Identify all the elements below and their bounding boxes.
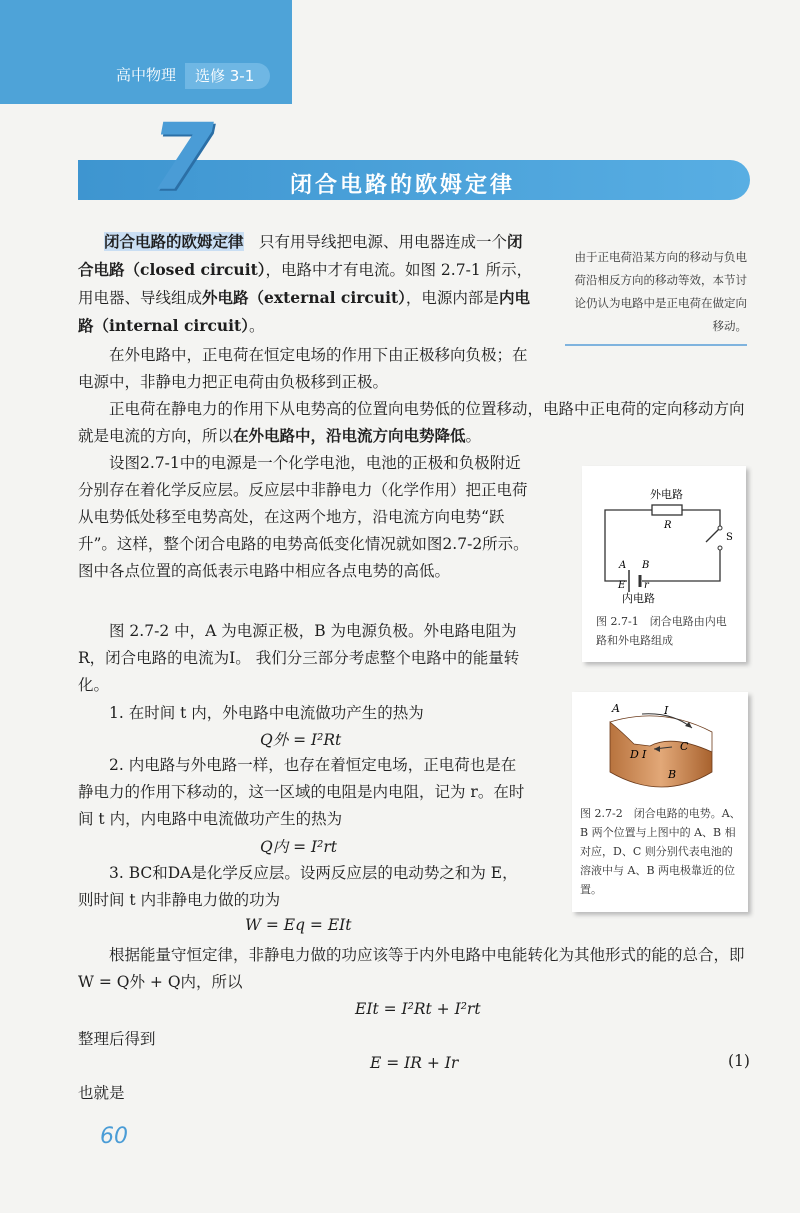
figure-2-7-2 [572, 692, 748, 912]
side-note: 由于正电荷沿某方向的移动与负电荷沿相反方向的移动等效，本节讨论仍认为电路中是正电荷在做定向移动。 [565, 244, 747, 346]
list-item-3: 3. BC和DA是化学反应层。设两反应层的电动势之和为 E，则时间 t 内非静电力做的功为 [78, 864, 518, 909]
potential-cylinder-diagram [572, 692, 748, 802]
svg-text:D: D [630, 748, 639, 761]
section-title: 闭合电路的欧姆定律 [290, 173, 516, 198]
paragraph-3: 正电荷在静电力的作用下从电势高的位置向电势低的位置移动，电路中正电荷的定向移动方向就是电流的方向，所以在外电路中，沿电流方向电势降低。 [78, 400, 745, 445]
svg-text:I: I [642, 748, 647, 761]
paragraph-6: 根据能量守恒定律，非静电力做的功应该等于内外电路中电能转化为其他形式的能的总合，即 W = Q外 + Q内，所以 [78, 946, 745, 991]
paragraph-8: 也就是 [78, 1084, 125, 1102]
svg-text:C: C [680, 740, 689, 753]
paragraph-7: 整理后得到 [78, 1030, 156, 1048]
list-item-1: 1. 在时间 t 内，外电路中电流做功产生的热为 [109, 704, 424, 722]
figure-2-7-1-caption: 图 2.7-1 闭合电路由内电路和外电路组成 [596, 615, 727, 647]
switch-blade [706, 528, 720, 542]
svg-text:S: S [726, 532, 733, 543]
svg-text:E: E [618, 580, 626, 591]
term-highlight: 闭合电路的欧姆定律 [104, 232, 244, 251]
circuit-diagram [582, 466, 746, 606]
equation-energy: EIt = I²Rt + I²rt [355, 1000, 481, 1018]
page-number: 60 [100, 1124, 128, 1149]
paragraph-4: 设图2.7-1中的电源是一个化学电池，电池的正极和负极附近分别存在着化学反应层。反应层中非静电力（化学作用）把正电荷从电势低处移至电势高处，在这两个地方，沿电流方向电势“跃升”。这样，整个闭合电路的电势高低变化情况就如图2.7-2所示。图中各点位置的高低表示电路中相应各点电势的高低。 [78, 454, 529, 580]
book-title: 高中物理 [116, 66, 177, 84]
svg-text:r: r [644, 580, 649, 591]
equation-q-inner: Q内 = I²rt [260, 838, 338, 856]
paragraph-5: 图 2.7-2 中，A 为电源正极，B 为电源负极。外电路电阻为R，闭合电路的电流为I。 我们分三部分考虑整个电路中的能量转化。 [78, 622, 520, 694]
svg-text:R: R [664, 520, 672, 531]
paragraph-intro: 闭合电路的欧姆定律 只有用导线把电源、用电器连成一个闭合电路（closed circuit），电路中才有电流。如图 2.7-1 所示，用电器、导线组成外电路（external circuit），电源内部是内电路（internal circuit）。 [78, 232, 533, 335]
equation-q-outer: Q外 = I²Rt [260, 731, 342, 749]
paragraph-2: 在外电路中，正电荷在恒定电场的作用下由正极移向负极；在电源中，非静电力把正电荷由负极移到正极。 [78, 346, 528, 391]
equation-work: W = Eq = EIt [245, 916, 352, 934]
svg-text:内电路: 内电路 [622, 592, 655, 605]
list-item-2: 2. 内电路与外电路一样，也存在着恒定电场，正电荷也是在静电力的作用下移动的，这一区域的电阻是内电阻，记为 r。在时间 t 内，内电路中电流做功产生的热为 [78, 756, 525, 828]
figure-2-7-1 [582, 466, 746, 662]
svg-text:A: A [612, 702, 620, 715]
svg-text:B: B [642, 560, 650, 571]
volume-badge: 选修 3-1 [185, 63, 270, 89]
section-number: 7 [150, 104, 215, 211]
figure-2-7-2-caption: 图 2.7-2 闭合电路的电势。A、B 两个位置与上图中的 A、B 相对应，D、C 则分别代表电池的溶液中与 A、B 两电极靠近的位置。 [580, 807, 741, 896]
svg-text:外电路: 外电路 [650, 488, 683, 501]
svg-text:A: A [619, 560, 627, 571]
svg-text:I: I [664, 704, 669, 717]
equation-number: (1) [728, 1052, 750, 1070]
svg-text:B: B [668, 768, 677, 781]
equation-emf: E = IR + Ir [370, 1054, 459, 1072]
